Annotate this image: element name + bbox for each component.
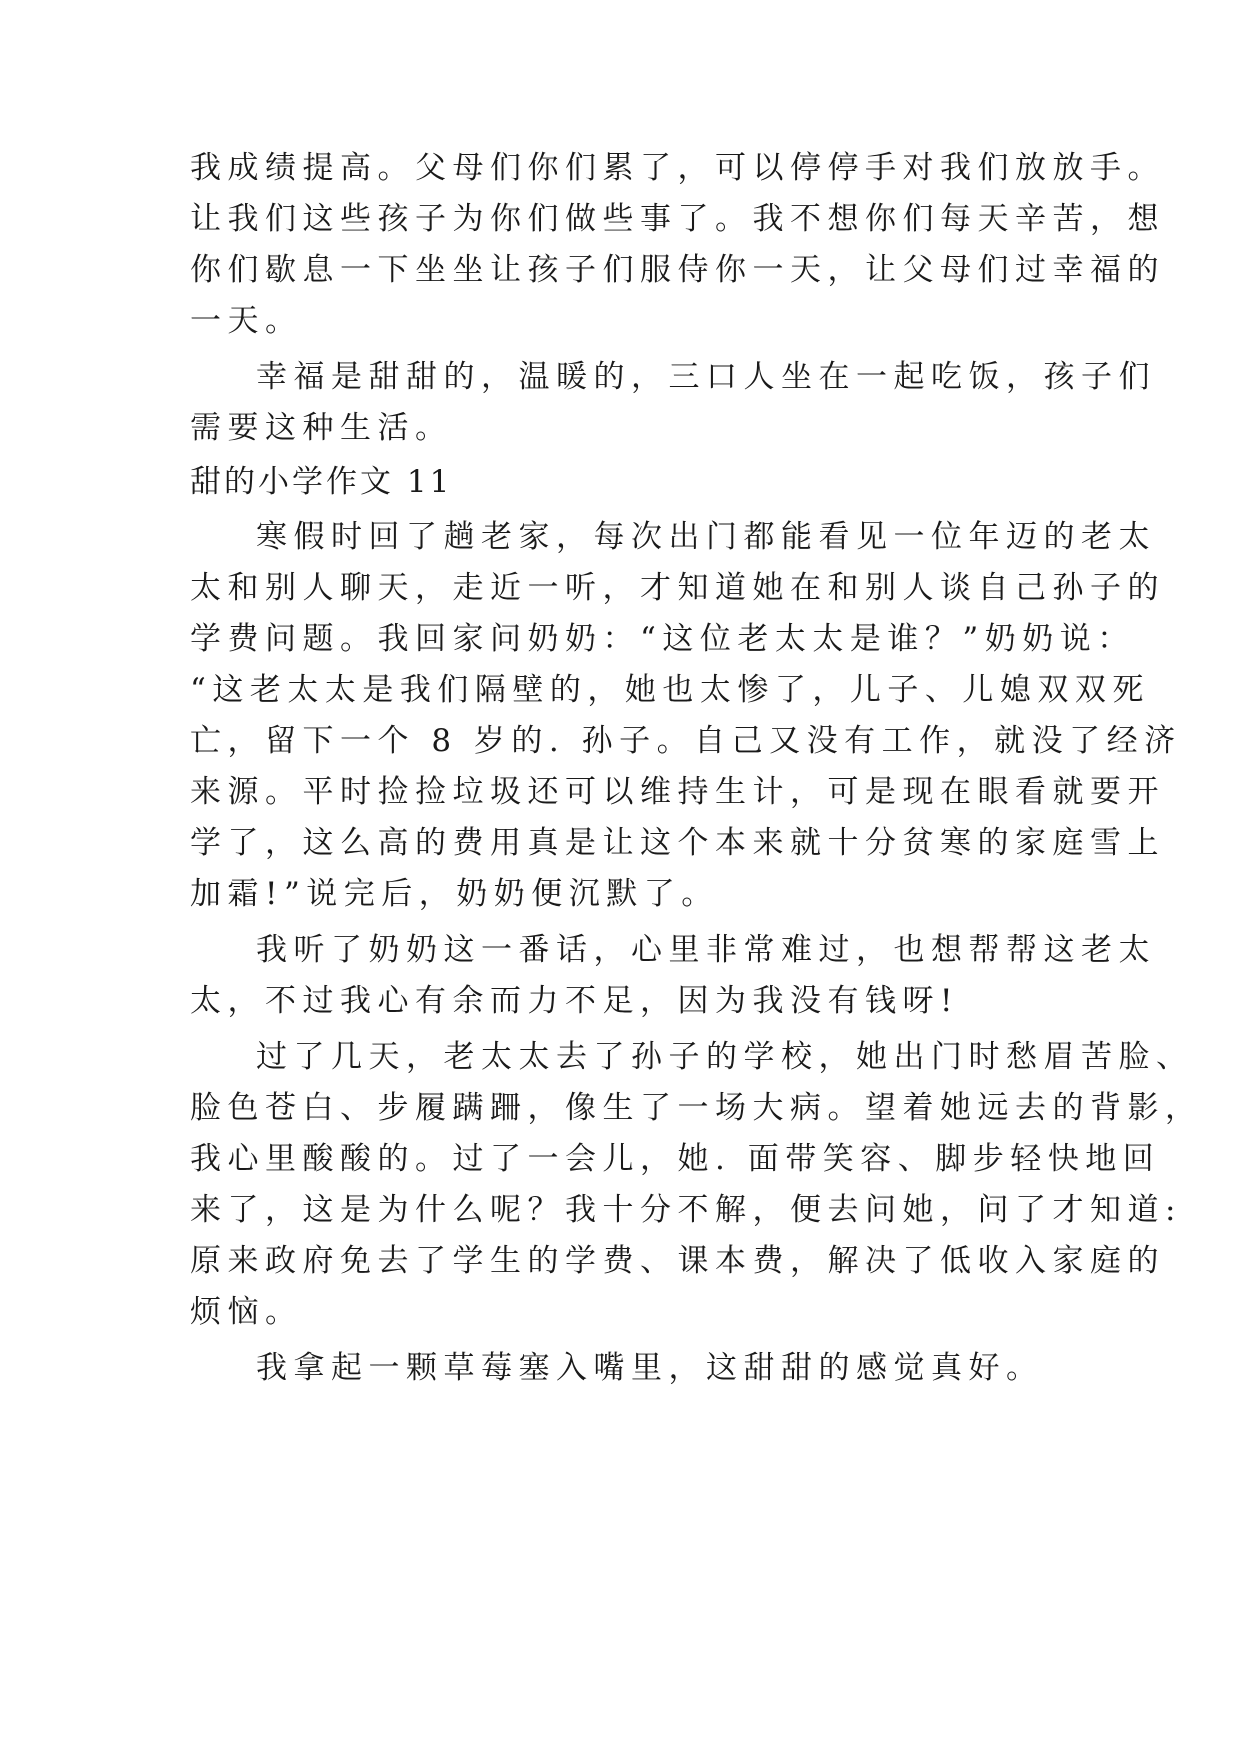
text-line: 让我们这些孩子为你们做些事了。我不想你们每天辛苦，想 [190, 201, 1165, 237]
section-heading: 甜的小学作文 11 [190, 464, 453, 500]
paragraph-first-line: 过了几天，老太太去了孙子的学校，她出门时愁眉苦脸、 [256, 1039, 1194, 1075]
text-line: “这老太太是我们隔壁的，她也太惨了，儿子、儿媳双双死 [190, 672, 1150, 708]
text-line: 原来政府免去了学生的学费、课本费，解决了低收入家庭的 [190, 1243, 1165, 1279]
text-line: 你们歇息一下坐坐让孩子们服侍你一天，让父母们过幸福的 [190, 252, 1165, 288]
text-line: 学费问题。我回家问奶奶：“这位老太太是谁？”奶奶说： [190, 621, 1135, 657]
text-line: 亡，留下一个 8 岁的. 孙子。自己又没有工作，就没了经济 [190, 723, 1182, 759]
text-line: 太，不过我心有余而力不足，因为我没有钱呀! [190, 983, 959, 1019]
text-line: 来了，这是为什么呢？我十分不解，便去问她，问了才知道: [190, 1192, 1182, 1228]
text-line: 太和别人聊天，走近一听，才知道她在和别人谈自己孙子的 [190, 570, 1165, 606]
text-line: 我心里酸酸的。过了一会儿，她. 面带笑容、脚步轻快地回 [190, 1141, 1161, 1177]
text-line: 学了，这么高的费用真是让这个本来就十分贫寒的家庭雪上 [190, 825, 1165, 861]
text-line: 脸色苍白、步履蹒跚，像生了一场大病。望着她远去的背影， [190, 1090, 1203, 1126]
paragraph-first-line: 我听了奶奶这一番话，心里非常难过，也想帮帮这老太 [256, 932, 1156, 968]
text-line: 一天。 [190, 303, 303, 339]
text-line: 我成绩提高。父母们你们累了，可以停停手对我们放放手。 [190, 150, 1165, 186]
text-line: 需要这种生活。 [190, 410, 453, 446]
paragraph-first-line: 幸福是甜甜的，温暖的，三口人坐在一起吃饭，孩子们 [256, 359, 1156, 395]
paragraph-first-line: 寒假时回了趟老家，每次出门都能看见一位年迈的老太 [256, 519, 1156, 555]
paragraph-first-line: 我拿起一颗草莓塞入嘴里，这甜甜的感觉真好。 [256, 1350, 1044, 1386]
text-line: 烦恼。 [190, 1294, 303, 1330]
text-line: 来源。平时捡捡垃圾还可以维持生计，可是现在眼看就要开 [190, 774, 1165, 810]
text-line: 加霜!”说完后，奶奶便沉默了。 [190, 876, 719, 912]
